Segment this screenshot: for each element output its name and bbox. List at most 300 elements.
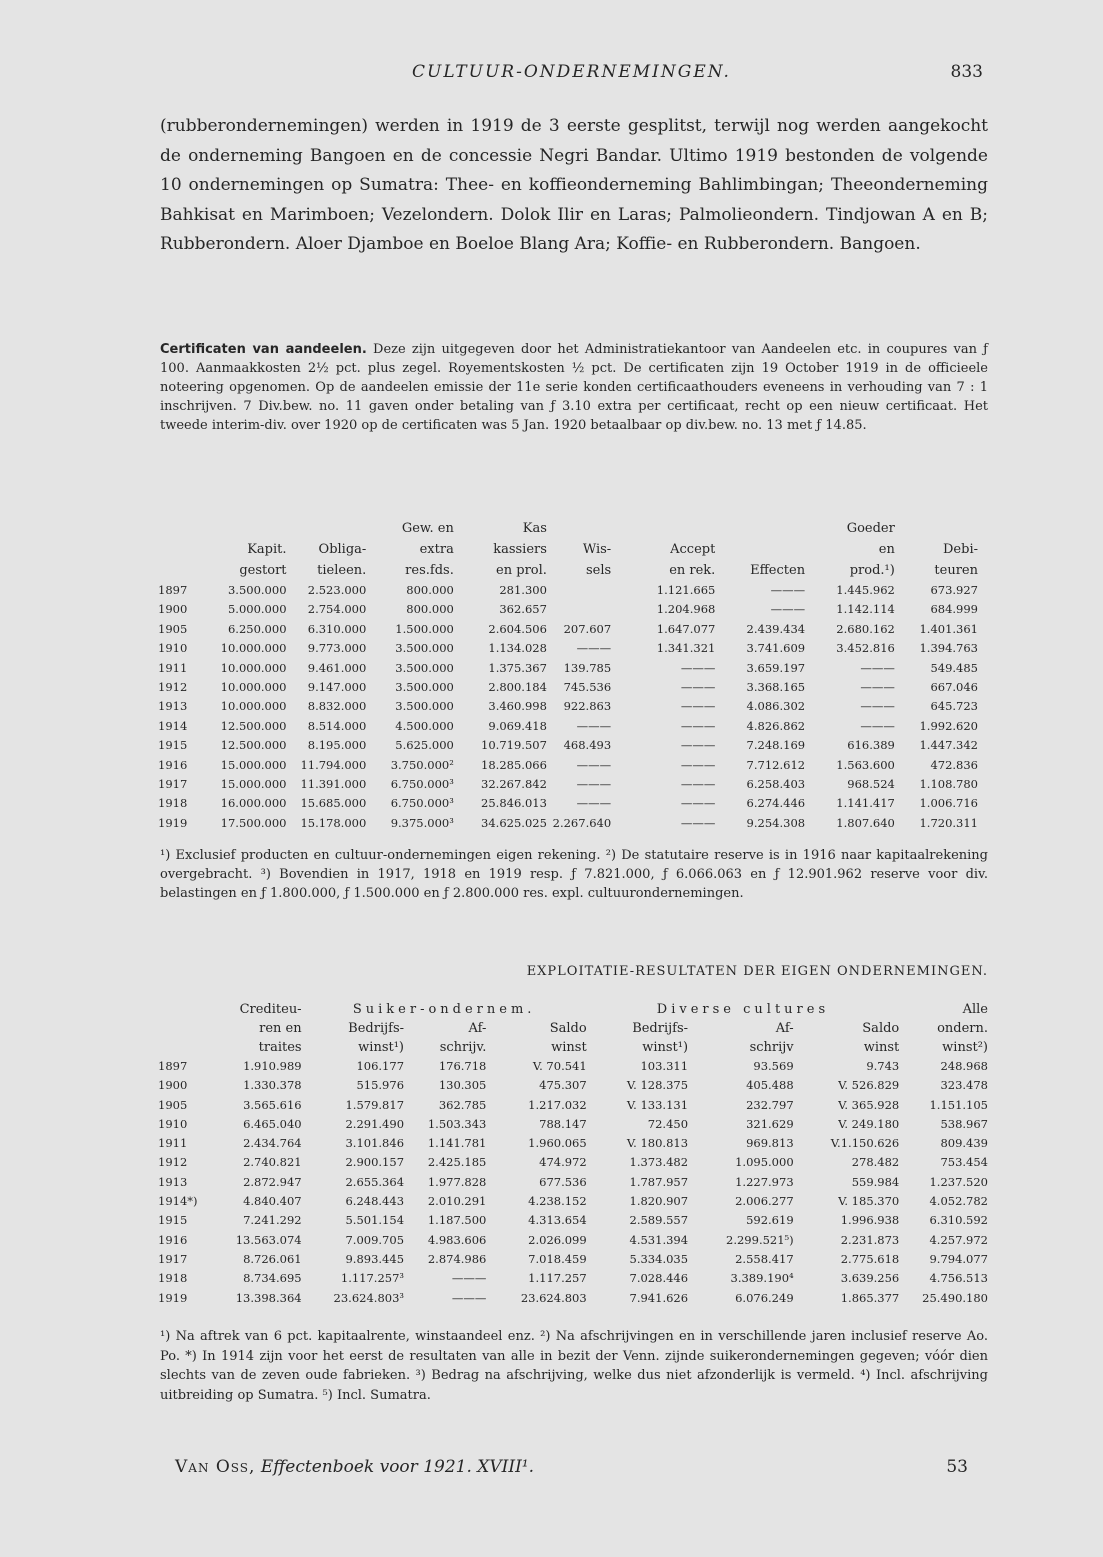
header-cell: teuren — [934, 563, 978, 578]
table-cell: 3.500.000 — [395, 699, 454, 714]
table-cell: 1.134.028 — [488, 641, 547, 656]
certificaten-text: Deze zijn uitgegeven door het Administratiekantoor van Aandeelen etc. in coupures van ƒ 100. Aanmaakkosten 2½ pct. plus zegel. Royementskosten ½ pct. De certificaten zijn 19 October 1919 in de officieele noteering opgenomen. Op de aandeelen emissie der 11e serie konden certificaathouders eveneens in verhouding van 7 : 1 inschrijven. 7 Div.bew. no. 11 gaven onder betaling van ƒ 3.10 extra per certificaat, recht op een nieuw certificaat. Het tweede interim-div. over 1920 op de certificaten was 5 Jan. 1920 betaalbaar op div.bew. no. 13 met ƒ 14.85. — [160, 342, 988, 433]
table-cell: 2.006.277 — [735, 1194, 794, 1209]
table-cell: 3.750.000² — [390, 757, 454, 772]
table-cell — [547, 581, 611, 600]
table-row — [158, 1192, 988, 1211]
table-row — [158, 1115, 988, 1134]
table-cell: 2.299.521⁵) — [726, 1232, 794, 1247]
table-cell: 106.177 — [356, 1059, 405, 1073]
table-cell: 2.800.184 — [488, 680, 547, 695]
header-cell: schrijv — [749, 1040, 794, 1055]
table-cell: 1897 — [158, 1059, 188, 1073]
table-cell: 1916 — [158, 757, 188, 772]
table-cell: 1.151.105 — [929, 1097, 988, 1112]
table-cell: 1914*) — [158, 1194, 198, 1209]
table-cell: ——— — [860, 718, 895, 733]
header-cell: en — [878, 542, 895, 557]
table-cell: 2.231.873 — [840, 1232, 900, 1247]
table-cell: V. 526.829 — [838, 1078, 900, 1093]
table-cell: V.1.150.626 — [830, 1136, 900, 1151]
header-cell — [895, 518, 978, 539]
table-cell: 23.624.803 — [520, 1290, 587, 1305]
table-cell: 10.719.507 — [481, 738, 547, 753]
header-cell: prod.¹) — [849, 563, 895, 578]
table-cell: 207.607 — [563, 621, 612, 636]
table-row — [158, 736, 978, 755]
table-cell: 72.450 — [647, 1116, 689, 1131]
page-footer — [175, 1457, 968, 1477]
table-cell: 8.514.000 — [307, 718, 367, 733]
table-cell: 1.187.500 — [427, 1213, 487, 1228]
certificaten-heading: Certificaten van aandeelen. — [160, 342, 367, 357]
header-cell: extra — [419, 542, 454, 557]
table-cell: 1.865.377 — [840, 1290, 900, 1305]
table-cell: 3.565.616 — [243, 1097, 302, 1112]
table-cell: ——— — [860, 680, 895, 695]
header-cell: Saldo — [862, 1021, 900, 1036]
table-cell: 1.401.361 — [919, 621, 978, 636]
table-cell: 2.434.764 — [243, 1136, 302, 1151]
table-cell: 2.872.947 — [243, 1174, 302, 1189]
table-cell: 2.740.821 — [243, 1155, 302, 1170]
header-cell: Wis- — [582, 542, 612, 557]
table-cell: 1.960.065 — [528, 1136, 587, 1151]
table-cell: 753.454 — [940, 1155, 988, 1170]
table-row — [158, 697, 978, 716]
table-cell: 25.846.013 — [481, 796, 547, 811]
table-cell: 13.398.364 — [235, 1290, 302, 1305]
table-cell: 1.720.311 — [919, 815, 978, 830]
table-cell: 3.741.609 — [746, 641, 806, 656]
header-cell: Saldo — [549, 1021, 587, 1036]
header-cell: Af- — [468, 1021, 487, 1036]
table-cell: 968.524 — [847, 777, 895, 792]
table-cell: 1.237.520 — [929, 1174, 988, 1189]
table-cell: 1.977.828 — [427, 1174, 487, 1189]
table-cell — [547, 600, 611, 619]
table-cell: 176.718 — [438, 1059, 487, 1073]
table-row — [158, 620, 978, 639]
footer-author: Van Oss, — [175, 1457, 256, 1477]
table-cell: 10.000.000 — [220, 660, 287, 675]
table-cell: 9.743 — [866, 1059, 900, 1073]
table-cell: 969.813 — [746, 1136, 794, 1151]
table-cell: 1900 — [158, 602, 188, 617]
table-row — [158, 814, 978, 833]
table-cell: 4.086.302 — [746, 699, 806, 714]
table-cell: 4.257.972 — [929, 1232, 988, 1247]
table-cell: 7.248.169 — [746, 738, 806, 753]
table-cell: 2.589.557 — [629, 1213, 689, 1228]
table-cell: 9.893.445 — [345, 1251, 405, 1266]
table-cell: 1.117.257 — [528, 1271, 587, 1286]
table-cell: ——— — [451, 1271, 487, 1286]
table-cell: ——— — [680, 815, 716, 830]
table-row — [158, 1134, 988, 1153]
header-cell: winst²) — [942, 1040, 988, 1055]
table-cell: 1.447.342 — [919, 738, 978, 753]
table-cell: 7.712.612 — [746, 757, 806, 772]
table-cell: 1910 — [158, 1116, 188, 1131]
suiker-group-header: Suiker-ondernem. — [352, 1002, 536, 1017]
table-cell: 4.756.513 — [929, 1271, 988, 1286]
table-cell: 130.305 — [438, 1078, 487, 1093]
running-title: CULTUUR-ONDERNEMINGEN. — [412, 62, 731, 82]
table-cell: 7.241.292 — [243, 1213, 302, 1228]
table-cell: 1.330.378 — [243, 1078, 302, 1093]
table-row — [158, 1173, 988, 1192]
header-cell — [158, 1019, 211, 1038]
table-cell: 1917 — [158, 777, 188, 792]
table-cell: 1900 — [158, 1078, 188, 1093]
table-cell: ——— — [680, 757, 716, 772]
table-cell: 1915 — [158, 1213, 188, 1228]
table-cell: 1.217.032 — [528, 1097, 587, 1112]
table-cell: 538.967 — [940, 1116, 988, 1131]
table-cell: 3.659.197 — [746, 660, 806, 675]
table-cell: ——— — [680, 699, 716, 714]
table-row — [158, 1153, 988, 1172]
table-cell: 15.685.000 — [300, 796, 367, 811]
table-cell: ——— — [680, 738, 716, 753]
table-cell: 15.000.000 — [220, 777, 287, 792]
table-cell: 1.006.716 — [919, 796, 978, 811]
header-cell: en prol. — [496, 563, 547, 578]
table-cell: 2.754.000 — [307, 602, 367, 617]
header-cell — [287, 518, 367, 539]
header-cell: winst¹) — [358, 1040, 405, 1055]
table-cell: 3.500.000 — [395, 660, 454, 675]
table-cell: 7.009.705 — [345, 1232, 405, 1247]
table-row — [158, 1231, 988, 1250]
table-cell: 103.311 — [640, 1059, 689, 1073]
table-cell: 922.863 — [563, 699, 612, 714]
table-cell: 592.619 — [746, 1213, 794, 1228]
table-cell: ——— — [680, 718, 716, 733]
table-cell: 9.794.077 — [929, 1251, 988, 1266]
table-cell: 1918 — [158, 1271, 188, 1286]
table-cell: 1912 — [158, 680, 188, 695]
exploitatie-header-row — [158, 1000, 988, 1019]
table-cell: 1.996.938 — [840, 1213, 900, 1228]
table-cell: 1911 — [158, 660, 188, 675]
table-row — [158, 659, 978, 678]
table-cell: 1897 — [158, 583, 188, 597]
table-cell: 93.569 — [753, 1059, 794, 1073]
header-cell: Accept — [670, 542, 716, 557]
header-cell: Af- — [775, 1021, 794, 1036]
header-cell: winst¹) — [642, 1040, 689, 1055]
header-cell: Obliga- — [318, 542, 367, 557]
table-row — [158, 1057, 988, 1076]
exploitatie-table — [158, 1000, 988, 1308]
table-cell: 1.141.781 — [427, 1136, 487, 1151]
table-cell: 1.820.907 — [629, 1194, 689, 1209]
table-cell: 2.558.417 — [735, 1251, 794, 1266]
table-cell: 5.334.035 — [629, 1251, 689, 1266]
table-row — [158, 794, 978, 813]
table-cell: ——— — [680, 680, 716, 695]
table-cell: ——— — [576, 796, 612, 811]
table-cell: 323.478 — [940, 1078, 988, 1093]
table-cell: 10.000.000 — [220, 680, 287, 695]
table-cell: 7.028.446 — [629, 1271, 689, 1286]
table-cell: 1.121.665 — [656, 583, 716, 597]
table-cell: 8.726.061 — [243, 1251, 302, 1266]
table-cell: 1.579.817 — [345, 1097, 405, 1112]
table-cell: 5.501.154 — [345, 1213, 405, 1228]
header-cell: Debi- — [943, 542, 978, 557]
balance-header-row — [158, 518, 978, 539]
table-cell: 677.536 — [539, 1174, 587, 1189]
table-cell: 1.095.000 — [735, 1155, 794, 1170]
diverse-group-header: Diverse cultures — [656, 1002, 830, 1017]
table-cell: 1913 — [158, 699, 188, 714]
table-cell: 17.500.000 — [220, 815, 287, 830]
table-cell: 4.983.606 — [427, 1232, 487, 1247]
header-cell: Gew. en — [401, 521, 454, 536]
table-cell: 1.142.114 — [836, 602, 895, 617]
exploitatie-title: EXPLOITATIE-RESULTATEN DER EIGEN ONDERNEMINGEN. — [526, 964, 988, 979]
table-cell: 16.000.000 — [220, 796, 287, 811]
table-row — [158, 1211, 988, 1230]
header-cell: Effecten — [750, 563, 806, 578]
table-cell: 3.639.256 — [840, 1271, 900, 1286]
table-cell: V. 70.541 — [532, 1059, 587, 1073]
table-cell: 1916 — [158, 1232, 188, 1247]
header-cell: traites — [258, 1040, 302, 1055]
header-cell: Bedrijfs- — [348, 1021, 405, 1036]
table-cell: 8.832.000 — [307, 699, 367, 714]
table-cell: 2.010.291 — [427, 1194, 487, 1209]
table-cell: 1.394.763 — [919, 641, 978, 656]
table-cell: 4.313.654 — [528, 1213, 587, 1228]
table-cell: 1.141.417 — [836, 796, 895, 811]
table-cell: 667.046 — [930, 680, 978, 695]
table-cell: 1913 — [158, 1174, 188, 1189]
table-cell: ——— — [576, 718, 612, 733]
table-cell: 6.258.403 — [746, 777, 806, 792]
table-cell: 1.500.000 — [395, 621, 454, 636]
footer-page-number: 53 — [946, 1457, 968, 1477]
table-cell: 4.052.782 — [929, 1194, 988, 1209]
table-cell: 515.976 — [356, 1078, 405, 1093]
table-cell: 1919 — [158, 815, 188, 830]
table-cell: 1.341.321 — [656, 641, 716, 656]
header-cell: Bedrijfs- — [632, 1021, 689, 1036]
header-cell: Kas — [522, 521, 547, 536]
table-cell: 9.069.418 — [488, 718, 547, 733]
table-cell: 2.874.986 — [427, 1251, 487, 1266]
table-cell: ——— — [576, 641, 612, 656]
table-cell: 2.026.099 — [528, 1232, 587, 1247]
table-cell: 4.826.862 — [746, 718, 806, 733]
header-cell: winst — [551, 1040, 587, 1055]
table-cell: ——— — [680, 777, 716, 792]
table-cell: 15.178.000 — [300, 815, 367, 830]
table-cell: 616.389 — [847, 738, 895, 753]
table-cell: 472.836 — [930, 757, 978, 772]
table-cell: 23.624.803³ — [333, 1290, 405, 1305]
balance-header-row — [158, 539, 978, 560]
table-cell: ——— — [680, 660, 716, 675]
header-cell — [158, 518, 202, 539]
table-cell: ——— — [770, 602, 806, 617]
table-cell: 645.723 — [930, 699, 978, 714]
table-cell: 3.101.846 — [345, 1136, 405, 1151]
table-cell: 9.773.000 — [307, 641, 367, 656]
table-cell: 15.000.000 — [220, 757, 287, 772]
table-cell: 232.797 — [746, 1097, 794, 1112]
table-cell: ——— — [576, 777, 612, 792]
table-cell: 1915 — [158, 738, 188, 753]
table-row — [158, 581, 978, 600]
table-cell: 3.500.000 — [227, 583, 287, 597]
table-cell: 468.493 — [563, 738, 612, 753]
certificaten-paragraph — [160, 340, 988, 435]
table-cell: 1918 — [158, 796, 188, 811]
table-cell: 1905 — [158, 621, 188, 636]
table-cell: 7.018.459 — [528, 1251, 587, 1266]
table-cell: ——— — [770, 583, 806, 597]
table-cell: 5.000.000 — [227, 602, 287, 617]
table-cell: 3.460.998 — [488, 699, 547, 714]
header-cell: tieleen. — [317, 563, 367, 578]
table-cell: 1910 — [158, 641, 188, 656]
table-cell: 549.485 — [930, 660, 978, 675]
table-cell: ——— — [680, 796, 716, 811]
table-cell: 2.604.506 — [488, 621, 547, 636]
table-cell: 800.000 — [406, 602, 454, 617]
table-cell: 475.307 — [539, 1078, 587, 1093]
table-cell: 1.807.640 — [836, 815, 895, 830]
table-cell: 6.750.000³ — [390, 796, 454, 811]
table-row — [158, 678, 978, 697]
table-row — [158, 1076, 988, 1095]
header-cell: ondern. — [937, 1021, 988, 1036]
table-cell: V. 128.375 — [626, 1078, 689, 1093]
table-cell: 6.750.000³ — [390, 777, 454, 792]
table-cell: 321.629 — [746, 1116, 794, 1131]
table-cell: 4.840.407 — [243, 1194, 302, 1209]
exploitatie-header-row — [158, 1038, 988, 1057]
table-cell: 362.657 — [499, 602, 547, 617]
table-cell: 248.968 — [940, 1059, 988, 1073]
table-cell: 3.368.165 — [746, 680, 806, 695]
table-cell: 139.785 — [563, 660, 612, 675]
table-cell: 12.500.000 — [220, 738, 287, 753]
table-cell: 10.000.000 — [220, 699, 287, 714]
table-cell: 809.439 — [940, 1136, 988, 1151]
table-cell: 7.941.626 — [629, 1290, 689, 1305]
table-cell: 6.274.446 — [746, 796, 806, 811]
table-cell: 2.439.434 — [746, 621, 806, 636]
table-cell: 34.625.025 — [481, 815, 547, 830]
table-cell: 362.785 — [438, 1097, 487, 1112]
table-cell: 2.425.185 — [427, 1155, 487, 1170]
header-cell — [158, 1038, 211, 1057]
table-cell: 8.195.000 — [307, 738, 367, 753]
header-cell: Goeder — [846, 521, 895, 536]
table-cell: 1911 — [158, 1136, 188, 1151]
table-row — [158, 756, 978, 775]
header-cell: res.fds. — [405, 563, 454, 578]
table-cell: V. 249.180 — [838, 1116, 900, 1131]
table-cell: 11.391.000 — [300, 777, 367, 792]
table-cell: 1914 — [158, 718, 188, 733]
header-cell: gestort — [239, 563, 287, 578]
table-cell: ——— — [860, 699, 895, 714]
table-row — [158, 717, 978, 736]
table-cell: ——— — [451, 1290, 487, 1305]
table-cell: 32.267.842 — [481, 777, 547, 792]
table-cell: 1.373.482 — [629, 1155, 689, 1170]
exploitatie-footnotes: ¹) Na aftrek van 6 pct. kapitaalrente, winstaandeel enz. ²) Na afschrijvingen en in verschillende jaren inclusief reserve Ao. Po. *) In 1914 zijn voor het eerst de resultaten van alle in bezit der Venn. zijnde suikerondernemingen gegeven; vóór dien slechts van de zeven oude fabrieken. ³) Bedrag na afschrijving, welke dus niet afzonderlijk is vermeld. ⁴) Incl. afschrijving uitbreiding op Sumatra. ⁵) Incl. Sumatra. — [160, 1329, 988, 1403]
header-cell: Crediteu- — [239, 1002, 302, 1017]
table-cell: 800.000 — [406, 583, 454, 597]
table-cell: V. 180.813 — [626, 1136, 689, 1151]
table-cell: 2.680.162 — [836, 621, 895, 636]
table-cell: 5.625.000 — [395, 738, 454, 753]
table-cell: 1.647.077 — [656, 621, 716, 636]
header-cell — [715, 539, 805, 560]
table-cell: 4.238.152 — [528, 1194, 587, 1209]
table-cell: 3.389.190⁴ — [730, 1271, 794, 1286]
table-cell: 18.285.066 — [481, 757, 547, 772]
table-cell: 4.500.000 — [395, 718, 454, 733]
table-cell: 6.076.249 — [735, 1290, 794, 1305]
table-cell: 2.900.157 — [345, 1155, 405, 1170]
footer-book: Effectenboek voor 1921. — [260, 1457, 472, 1477]
table-row — [158, 1269, 988, 1288]
table-cell: 2.655.364 — [345, 1174, 405, 1189]
table-cell: 11.794.000 — [300, 757, 367, 772]
table-cell: V. 133.131 — [626, 1097, 689, 1112]
table-cell: 474.972 — [539, 1155, 587, 1170]
table-cell: 1.227.973 — [735, 1174, 794, 1189]
table-cell: 684.999 — [930, 602, 978, 617]
table-cell: 25.490.180 — [922, 1290, 988, 1305]
header-cell — [547, 518, 611, 539]
table-cell: ——— — [576, 757, 612, 772]
page-number: 833 — [950, 62, 983, 82]
table-cell: 4.531.394 — [629, 1232, 689, 1247]
balance-header-row — [158, 560, 978, 581]
header-cell: ren en — [259, 1021, 302, 1036]
exploitatie-header-row — [158, 1019, 988, 1038]
table-cell: 2.291.490 — [345, 1116, 405, 1131]
table-cell: 9.147.000 — [307, 680, 367, 695]
table-cell: 281.300 — [499, 583, 547, 597]
table-cell: 3.500.000 — [395, 641, 454, 656]
table-cell: 13.563.074 — [235, 1232, 302, 1247]
table-cell: 1919 — [158, 1290, 188, 1305]
table-cell: 2.523.000 — [307, 583, 367, 597]
table-cell: 6.250.000 — [227, 621, 287, 636]
table-row — [158, 775, 978, 794]
table-cell: 6.310.000 — [307, 621, 367, 636]
table-cell: 9.375.000³ — [390, 815, 454, 830]
table-cell: 559.984 — [851, 1174, 900, 1189]
table-cell: 3.500.000 — [395, 680, 454, 695]
table-cell: 12.500.000 — [220, 718, 287, 733]
page-header — [160, 62, 983, 88]
table-cell: 1.117.257³ — [340, 1271, 405, 1286]
table-row — [158, 1289, 988, 1308]
balance-table — [158, 518, 978, 833]
table-cell: V. 185.370 — [838, 1194, 900, 1209]
